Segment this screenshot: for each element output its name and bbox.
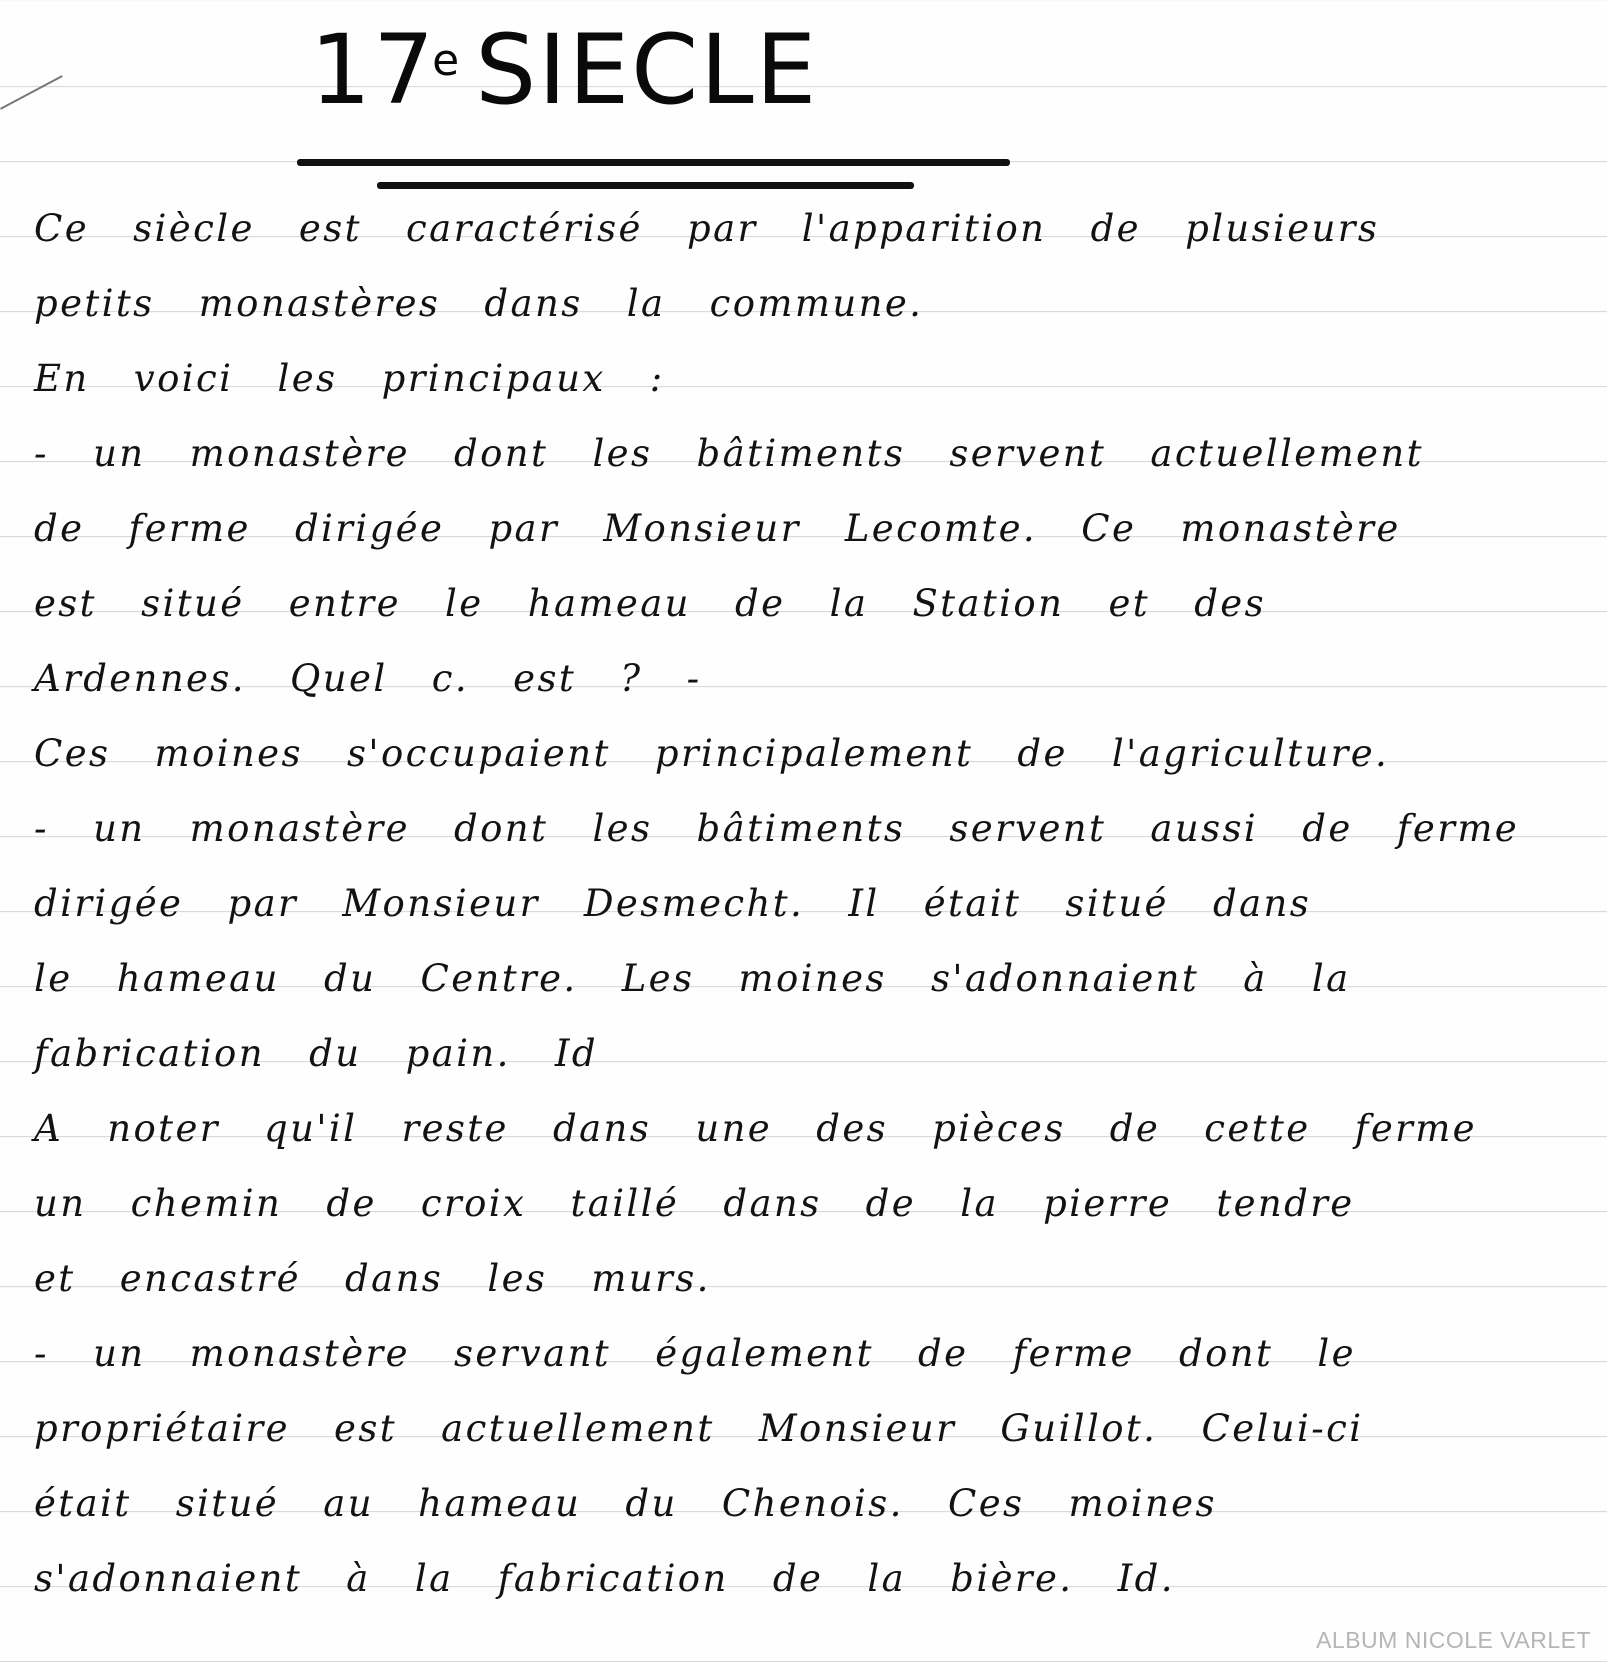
text-line: Ces moines s'occupaient principalement de l'agriculture. <box>34 732 1390 775</box>
title-word: SIECLE <box>475 14 819 126</box>
title-century-number: 17 <box>310 14 437 126</box>
title-ordinal-suffix: e <box>432 35 462 86</box>
text-line: s'adonnaient à la fabrication de la bière. Id. <box>34 1557 1175 1600</box>
text-line: est situé entre le hameau de la Station et des <box>34 582 1266 625</box>
pencil-stroke <box>0 75 63 110</box>
text-line: Ardennes. Quel c. est ? - <box>34 657 702 700</box>
text-line: et encastré dans les murs. <box>34 1257 711 1300</box>
handwritten-text <box>34 198 1594 1623</box>
text-line: était situé au hameau du Chenois. Ces moines <box>34 1482 1217 1525</box>
text-line: En voici les principaux : <box>34 357 665 400</box>
text-line: A noter qu'il reste dans une des pièces de cette ferme <box>34 1107 1477 1150</box>
text-line: - un monastère dont les bâtiments servent aussi de ferme <box>34 807 1520 850</box>
text-line: de ferme dirigée par Monsieur Lecomte. Ce monastère <box>34 507 1401 550</box>
text-line: - un monastère servant également de ferme dont le <box>34 1332 1356 1375</box>
text-line: Ce siècle est caractérisé par l'apparition de plusieurs <box>34 207 1380 250</box>
text-line: petits monastères dans la commune. <box>34 282 924 325</box>
text-line: fabrication du pain. Id <box>34 1032 599 1075</box>
text-line: le hameau du Centre. Les moines s'adonnaient à la <box>34 957 1351 1000</box>
title-underline-bottom <box>377 182 914 189</box>
text-line: dirigée par Monsieur Desmecht. Il était situé dans <box>34 882 1312 925</box>
text-line: propriétaire est actuellement Monsieur Guillot. Celui-ci <box>34 1407 1364 1450</box>
text-line: un chemin de croix taillé dans de la pierre tendre <box>34 1182 1355 1225</box>
page-title <box>310 6 818 125</box>
title-underline-top <box>297 159 1010 166</box>
watermark: ALBUM NICOLE VARLET <box>1316 1627 1591 1653</box>
text-line: - un monastère dont les bâtiments servent actuellement <box>34 432 1424 475</box>
